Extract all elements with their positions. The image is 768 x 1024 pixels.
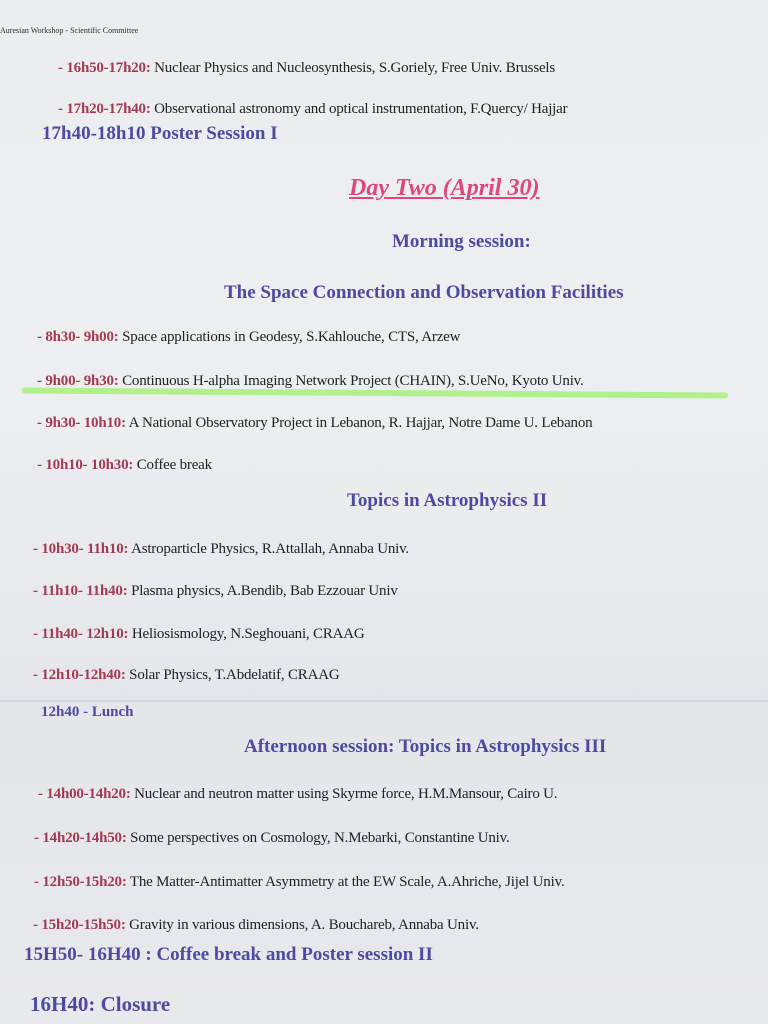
item-time: - 12h10-12h40:: [33, 667, 126, 683]
page-header: Auresian Workshop - Scientific Committee: [0, 26, 139, 35]
item-time: - 8h30- 9h00:: [37, 329, 119, 345]
item-text: Some perspectives on Cosmology, N.Mebarki, Constantine Univ.: [126, 830, 510, 846]
item-text: Heliosismology, N.Seghouani, CRAAG: [128, 626, 365, 642]
schedule-item: [37, 329, 460, 346]
item-text: Solar Physics, T.Abdelatif, CRAAG: [125, 667, 340, 683]
item-text: Continuous H-alpha Imaging Network Project (CHAIN), S.UeNo, Kyoto Univ.: [118, 373, 584, 389]
closure-heading: 16H40: Closure: [30, 992, 171, 1016]
day-title: Day Two (April 30): [349, 175, 540, 201]
item-text: A National Observatory Project in Lebanon, R. Hajjar, Notre Dame U. Lebanon: [125, 415, 593, 431]
schedule-item: [34, 874, 564, 891]
item-time: - 14h00-14h20:: [38, 786, 131, 802]
poster-session-heading: 17h40-18h10 Poster Session I: [42, 123, 278, 144]
item-text: Gravity in various dimensions, A. Bouchareb, Annaba Univ.: [125, 917, 479, 933]
item-time: - 10h10- 10h30:: [37, 457, 134, 473]
schedule-item: [33, 626, 365, 643]
item-time: - 12h50-15h20:: [34, 874, 127, 890]
schedule-item: [33, 583, 398, 600]
schedule-item: [33, 667, 340, 684]
schedule-item: [58, 101, 567, 118]
item-text: Observational astronomy and optical instrumentation, F.Quercy/ Hajjar: [150, 101, 568, 117]
section-heading: Afternoon session: Topics in Astrophysics III: [244, 736, 607, 757]
item-time: - 11h10- 11h40:: [33, 583, 128, 599]
lunch-line: 12h40 - Lunch: [41, 704, 134, 720]
item-time: - 17h20-17h40:: [58, 101, 151, 117]
page-fold-shadow: [0, 700, 768, 703]
item-time: - 14h20-14h50:: [34, 830, 127, 846]
section-heading: Topics in Astrophysics II: [347, 490, 548, 511]
section-heading: The Space Connection and Observation Facilities: [224, 282, 624, 303]
item-time: - 15h20-15h50:: [33, 917, 126, 933]
morning-session-heading: Morning session:: [392, 231, 531, 252]
coffee-poster-heading: 15H50- 16H40 : Coffee break and Poster session II: [24, 944, 433, 965]
item-time: - 16h50-17h20:: [58, 60, 151, 76]
schedule-item: [38, 786, 557, 803]
item-text: Nuclear Physics and Nucleosynthesis, S.Goriely, Free Univ. Brussels: [150, 60, 556, 76]
item-time: - 9h30- 10h10:: [37, 415, 126, 431]
item-time: - 9h00- 9h30:: [37, 373, 119, 389]
schedule-item: [37, 457, 212, 474]
schedule-item: [37, 415, 592, 432]
item-text: Space applications in Geodesy, S.Kahlouche, CTS, Arzew: [118, 329, 461, 345]
schedule-item: [34, 830, 510, 847]
item-text: Plasma physics, A.Bendib, Bab Ezzouar Univ: [127, 583, 398, 599]
schedule-item: [33, 917, 479, 934]
item-text: Coffee break: [133, 457, 212, 473]
schedule-item: [33, 541, 409, 558]
item-text: The Matter-Antimatter Asymmetry at the EW Scale, A.Ahriche, Jijel Univ.: [126, 874, 565, 890]
item-time: - 11h40- 12h10:: [33, 626, 129, 642]
schedule-item: [58, 60, 555, 77]
item-text: Nuclear and neutron matter using Skyrme force, H.M.Mansour, Cairo U.: [130, 786, 558, 802]
schedule-item: [37, 373, 584, 390]
item-text: Astroparticle Physics, R.Attallah, Annaba Univ.: [128, 541, 409, 557]
item-time: - 10h30- 11h10:: [33, 541, 129, 557]
